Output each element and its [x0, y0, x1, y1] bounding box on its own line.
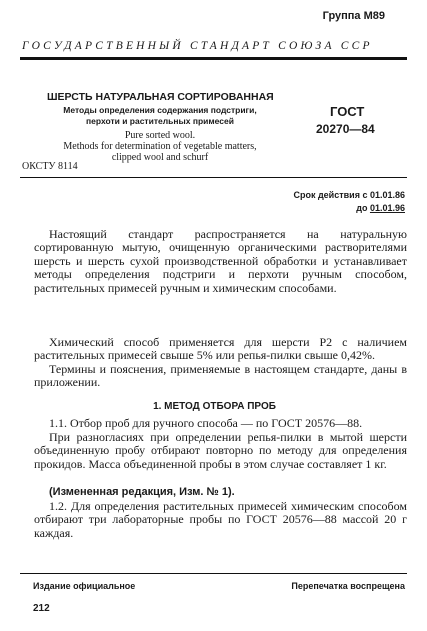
page-number: 212: [33, 603, 50, 614]
subtitle-en-line-3: clipped wool and schurf: [111, 152, 209, 163]
validity-start: Срок действия с 01.01.86: [293, 190, 405, 200]
clause-1-1: 1.1. Отбор проб для ручного способа — по ГОСТ 20576—88.: [49, 416, 363, 430]
footer-rule: [20, 573, 407, 574]
validity-end: до 01.01.96: [356, 203, 405, 213]
subtitle-en-line-1: Pure sorted wool.: [124, 130, 196, 141]
subtitle-en-line-2: Methods for determination of vegetable matters,: [63, 141, 257, 152]
section-title: 1. МЕТОД ОТБОРА ПРОБ: [153, 401, 276, 412]
reprint-prohibited-label: Перепечатка воспрещена: [291, 581, 405, 591]
gost-number: 20270—84: [316, 122, 375, 136]
official-edition-label: Издание официальное: [33, 581, 136, 591]
clause-1-2: 1.2. Для определения растительных примесей химическим способом отбирают три лабораторные пробы по ГОСТ 20576—88 массой 20 г каждая.: [34, 499, 407, 540]
validity-end-date: 01.01.96: [369, 203, 405, 213]
chemical-method-paragraph: Химический способ применяется для шерсти Р2 с наличием растительных примесей свыше 5% или репья-пилки свыше 0,42%.: [34, 335, 407, 363]
group-code: Группа М89: [322, 10, 385, 22]
subtitle-ru-line-2: перхоти и растительных примесей: [86, 116, 234, 126]
state-standard-header: ГОСУДАРСТВЕННЫЙ СТАНДАРТ СОЮЗА ССР: [22, 40, 373, 52]
document-title: ШЕРСТЬ НАТУРАЛЬНАЯ СОРТИРОВАННАЯ: [47, 91, 274, 103]
validity-period: [205, 189, 405, 215]
gost-label: ГОСТ: [330, 104, 365, 119]
okstu-code: ОКСТУ 8114: [22, 161, 78, 172]
subtitle-ru: [60, 105, 260, 127]
amendment-note: (Измененная редакция, Изм. № 1).: [49, 486, 235, 498]
scope-paragraph: Настоящий стандарт распространяется на натуральную сортированную мытую, очищенную органическими растворителями шерсть и шерсть сухой производственной обработки и устанавливает методы определения подстриги и перхоти ручным способом, растительных примесей ручным и химическим способами.: [34, 227, 407, 295]
clause-disagreement: При разногласиях при определении репья-пилки в мытой шерсти объединенную пробу отбирают повторно по методу для определения прокидов. Масса объединенной пробы в этом случае составляет 1 кг.: [34, 430, 407, 471]
subtitle-ru-line-1: Методы определения содержания подстриги,: [63, 105, 257, 115]
subtitle-en: [55, 130, 265, 163]
terms-paragraph: Термины и пояснения, применяемые в настоящем стандарте, даны в приложении.: [34, 362, 407, 390]
divider: [20, 177, 407, 178]
header-rule: [20, 57, 407, 60]
